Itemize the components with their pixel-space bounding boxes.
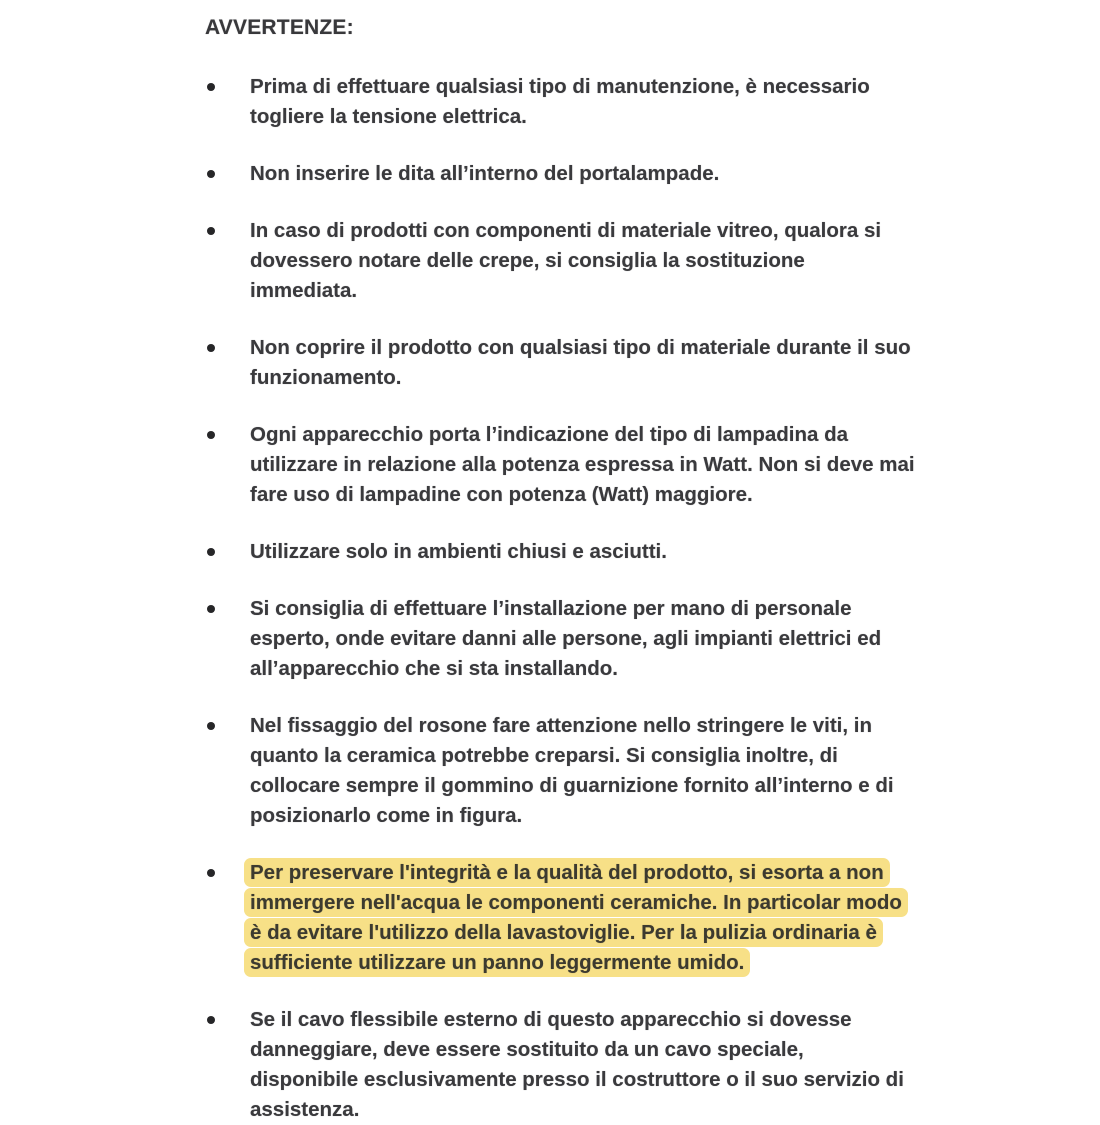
list-item [205, 711, 920, 831]
bullet-icon [205, 216, 250, 235]
list-item [205, 72, 920, 132]
bullet-text: Non inserire le dita all’interno del portalampade. [250, 162, 720, 185]
warnings-list [205, 72, 920, 1125]
bullet-icon [205, 594, 250, 613]
bullet-text: Non coprire il prodotto con qualsiasi tipo di materiale durante il suo funzionamento. [250, 336, 911, 389]
list-item [205, 333, 920, 393]
bullet-text: Per preservare l'integrità e la qualità del prodotto, si esorta a non immergere nell'acqua le componenti ceramiche. In particolar modo è da evitare l'utilizzo della lavastoviglie. Per la pulizia ordinaria è sufficiente utilizzare un panno leggermente umido. [250, 858, 915, 978]
bullet-icon [205, 711, 250, 730]
list-item-highlighted [205, 858, 920, 978]
list-item [205, 537, 920, 567]
page-title: AVVERTENZE: [205, 16, 354, 39]
bullet-icon [205, 72, 250, 91]
bullet-icon [205, 333, 250, 352]
bullet-text: In caso di prodotti con componenti di materiale vitreo, qualora si dovessero notare delle crepe, si consiglia la sostituzione immediata. [250, 219, 882, 302]
list-item [205, 216, 920, 306]
bullet-text: Nel fissaggio del rosone fare attenzione nello stringere le viti, in quanto la ceramica potrebbe creparsi. Si consiglia inoltre, di collocare sempre il gommino di guarnizione fornito all’interno e di posizionarlo come in figura. [250, 714, 894, 827]
bullet-text: Prima di effettuare qualsiasi tipo di manutenzione, è necessario togliere la tensione elettrica. [250, 75, 870, 128]
bullet-icon [205, 159, 250, 178]
list-item [205, 159, 920, 189]
bullet-text: Se il cavo flessibile esterno di questo apparecchio si dovesse danneggiare, deve essere sostituito da un cavo speciale, disponibile esclusivamente presso il costruttore o il suo servizio di assistenza. [250, 1008, 904, 1121]
bullet-text: Si consiglia di effettuare l’installazione per mano di personale esperto, onde evitare danni alle persone, agli impianti elettrici ed all’apparecchio che si sta installando. [250, 597, 882, 680]
list-item [205, 1005, 920, 1125]
bullet-icon [205, 537, 250, 556]
bullet-text: Utilizzare solo in ambienti chiusi e asciutti. [250, 540, 667, 563]
list-item [205, 594, 920, 684]
bullet-icon [205, 420, 250, 439]
bullet-text: Ogni apparecchio porta l’indicazione del tipo di lampadina da utilizzare in relazione alla potenza espressa in Watt. Non si deve mai fare uso di lampadine con potenza (Watt) maggiore. [250, 423, 915, 506]
bullet-icon [205, 1005, 250, 1024]
list-item [205, 420, 920, 510]
